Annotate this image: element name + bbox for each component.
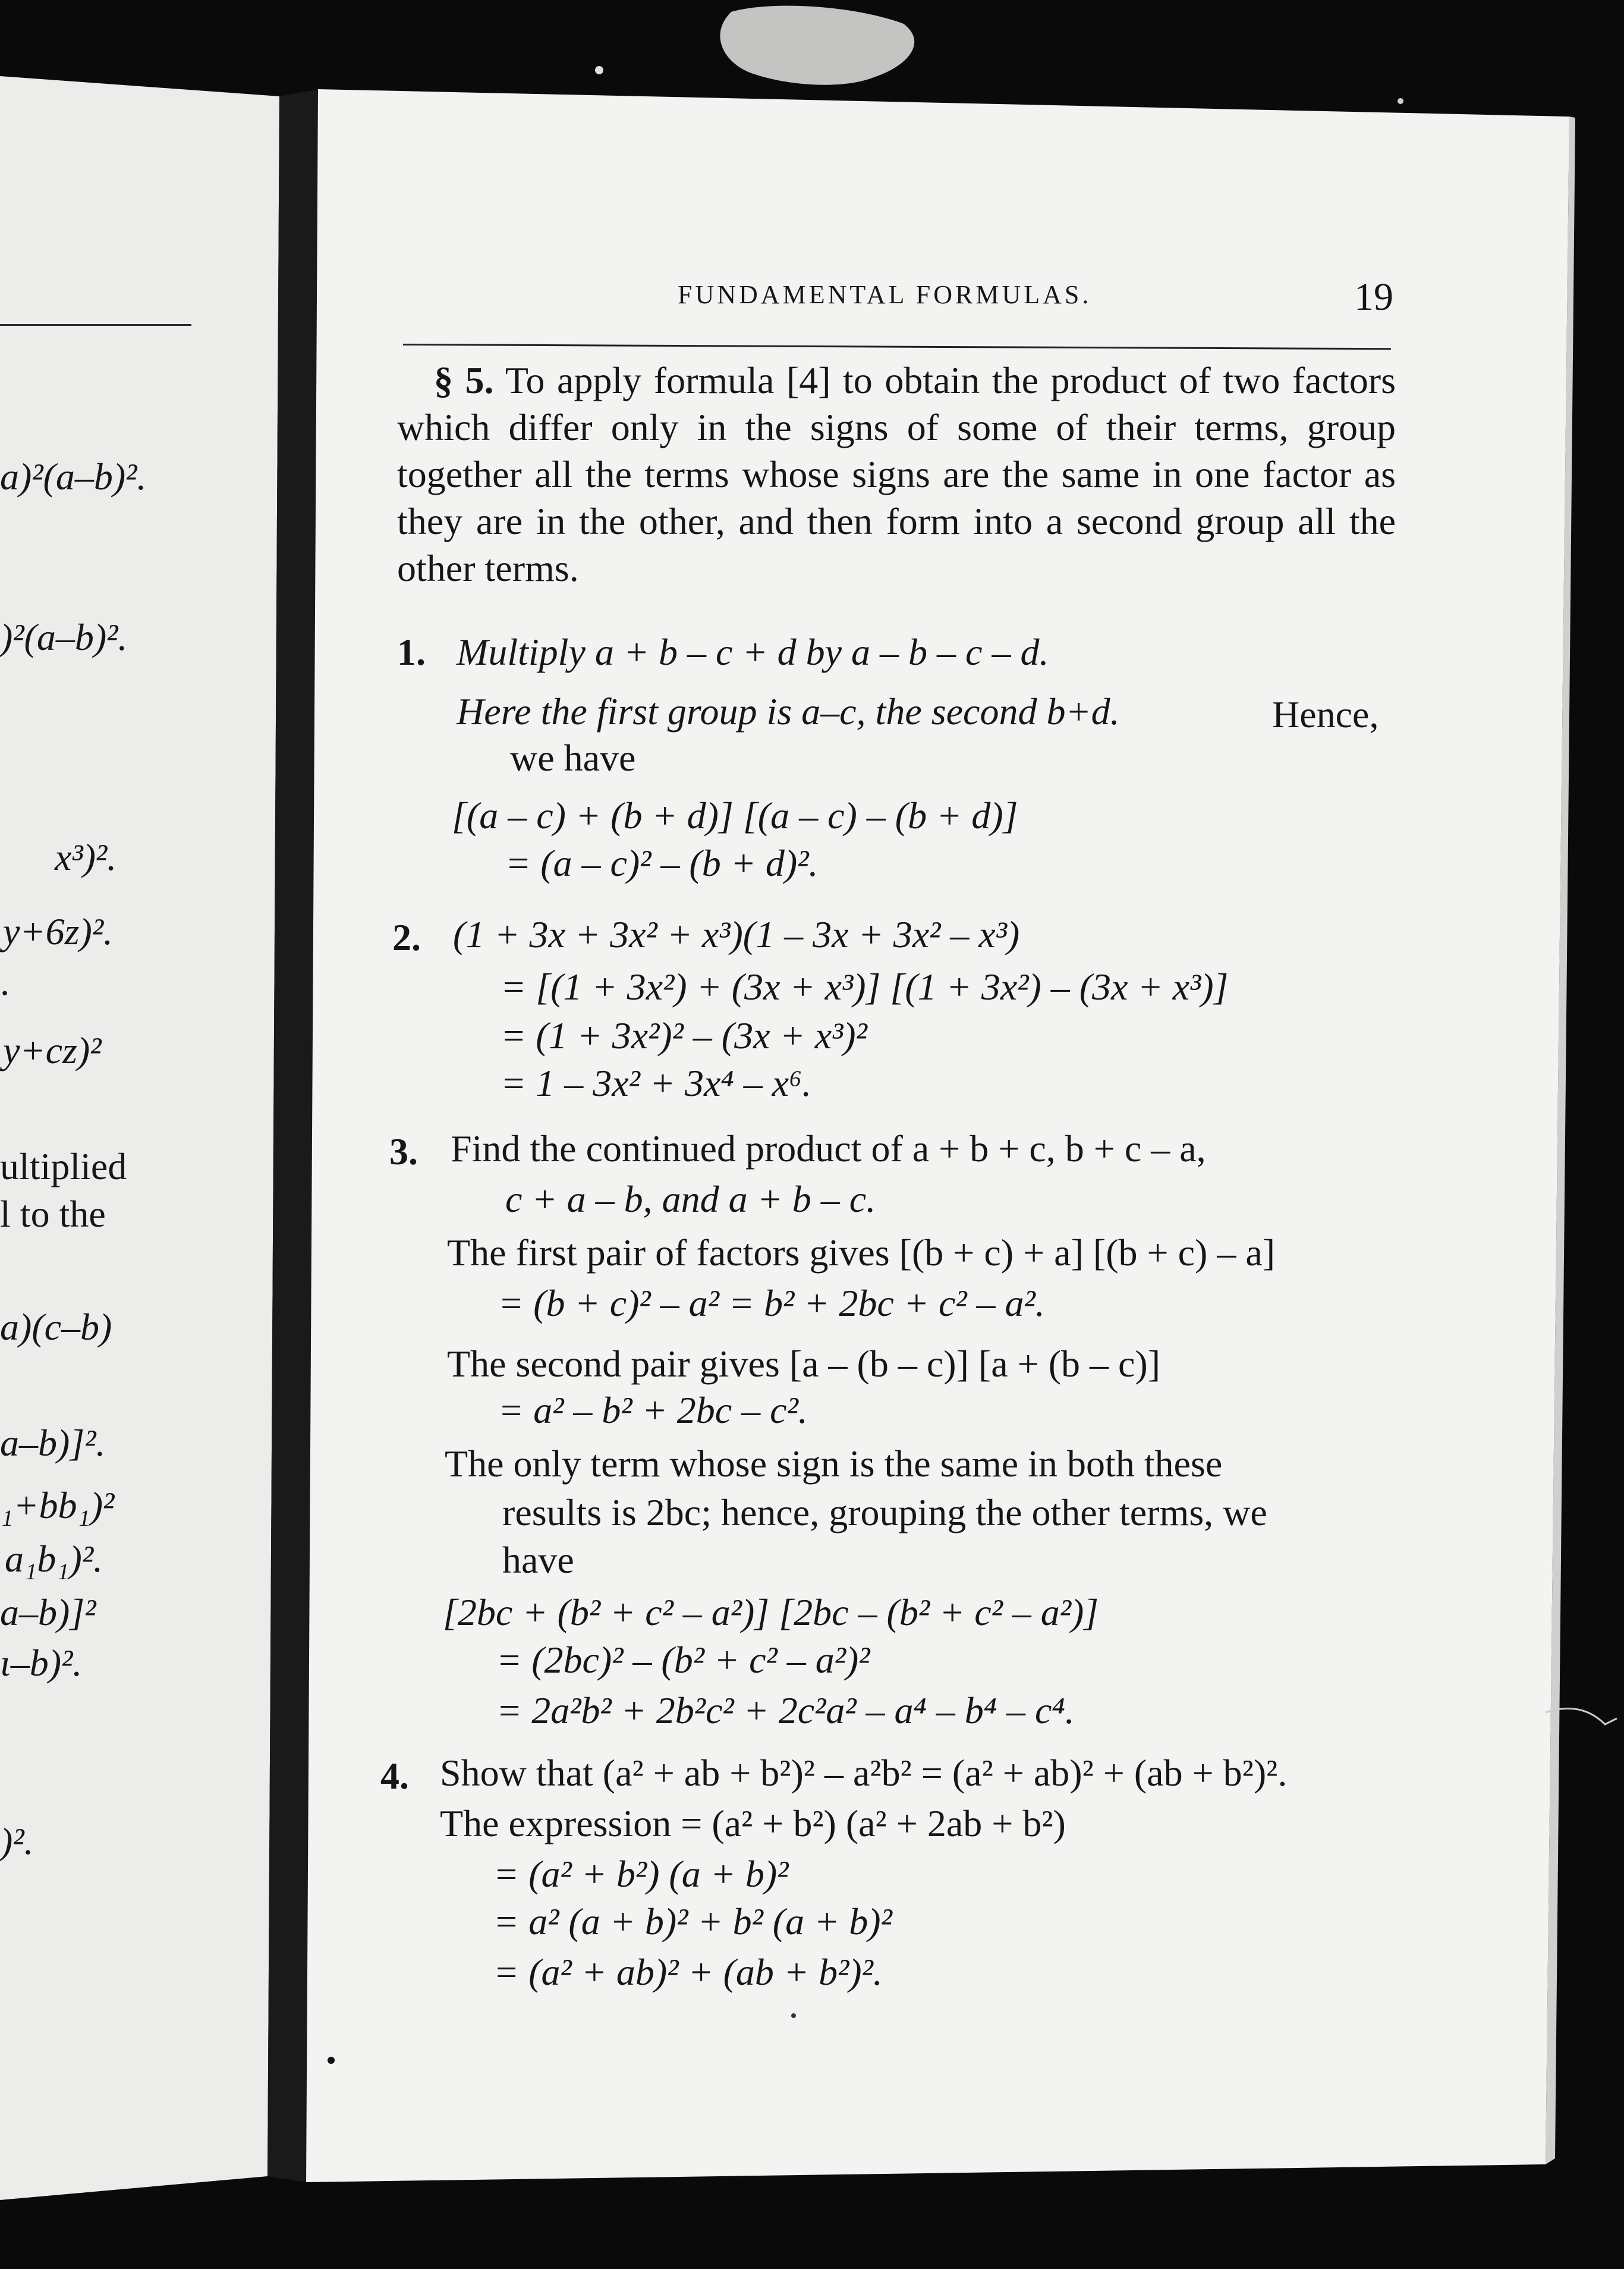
equation-line: = a² – b² + 2bc – c². (498, 1389, 808, 1431)
left-fragment: a)²(a–b)². (0, 455, 147, 498)
example-problem: Multiply a + b – c + d by a – b – c – d. (457, 631, 1049, 673)
example-explanation: Here the first group is a–c, the second b+d. (457, 690, 1120, 733)
page-number: 19 (1354, 275, 1393, 319)
left-fragment: y+cz)² (3, 1029, 102, 1071)
example-explanation-tail: Hence, (1272, 693, 1379, 736)
equation-line: = 1 – 3x² + 3x⁴ – x⁶. (501, 1062, 812, 1104)
example-step: The only term whose sign is the same in both these (445, 1443, 1223, 1485)
equation-line: [(a – c) + (b + d)] [(a – c) – (b + d)] (452, 794, 1018, 837)
left-fragment: x³)². (55, 836, 117, 878)
equation-line: = (b + c)² – a² = b² + 2bc + c² – a². (498, 1282, 1045, 1324)
section-mark: § 5. (434, 359, 494, 401)
example-step: have (502, 1539, 574, 1581)
section-text: To apply formula [4] to obtain the product of two factors which differ only in the signs of some of their terms, group together all the terms whose signs are the same in one factor as they are in the other, and then form into a second group all the other terms. (397, 359, 1396, 589)
left-fragment: a₁b₁)². (5, 1538, 103, 1580)
example-step: The second pair gives [a – (b – c)] [a + (b – c)] (447, 1343, 1161, 1385)
left-fragment: a–b)]². (0, 1422, 106, 1464)
equation-line: = (a² + ab)² + (ab + b²)². (493, 1951, 883, 1993)
left-fragment: ultiplied (0, 1145, 127, 1187)
section-paragraph (397, 357, 1396, 592)
example-number: 1. (397, 631, 426, 673)
example-number: 2. (392, 916, 421, 958)
equation-line: The expression = (a² + b²) (a² + 2ab + b²) (440, 1802, 1066, 1844)
example-explanation-2: we have (510, 737, 636, 779)
example-problem-2: c + a – b, and a + b – c. (505, 1178, 876, 1220)
left-fragment: a)(c–b) (0, 1306, 112, 1348)
example-number: 3. (389, 1130, 418, 1173)
header-rule (403, 344, 1391, 350)
left-fragment: . (0, 961, 10, 1003)
left-page-rule (0, 324, 191, 326)
equation-line: = (1 + 3x²)² – (3x + x³)² (501, 1014, 867, 1057)
left-fragment: a–b)]² (0, 1591, 96, 1633)
example-number: 4. (380, 1755, 409, 1797)
running-title: FUNDAMENTAL FORMULAS. (678, 280, 1092, 309)
left-fragment: ι–b)². (0, 1642, 83, 1684)
equation-line: = 2a²b² + 2b²c² + 2c²a² – a⁴ – b⁴ – c⁴. (496, 1689, 1075, 1731)
left-fragment: ₁+bb₁)² (0, 1484, 115, 1526)
example-step: results is 2bc; hence, grouping the other terms, we (502, 1491, 1267, 1533)
equation-line: = a² (a + b)² + b² (a + b)² (493, 1900, 892, 1943)
left-fragment: l to the (0, 1193, 106, 1235)
example-problem: Show that (a² + ab + b²)² – a²b² = (a² + ab)² + (ab + b²)². (440, 1752, 1288, 1794)
example-problem: Find the continued product of a + b + c, b + c – a, (451, 1127, 1206, 1170)
equation-line: [2bc + (b² + c² – a²)] [2bc – (b² + c² – a²)] (443, 1591, 1099, 1633)
example-step: The first pair of factors gives [(b + c) + a] [(b + c) – a] (447, 1231, 1276, 1274)
left-fragment: )². (0, 1820, 34, 1862)
equation-line: = (a² + b²) (a + b)² (493, 1853, 789, 1895)
equation-line: (1 + 3x + 3x² + x³)(1 – 3x + 3x² – x³) (453, 913, 1020, 956)
equation-line: = (a – c)² – (b + d)². (505, 842, 819, 884)
left-fragment: )²(a–b)². (0, 616, 128, 658)
equation-line: = (2bc)² – (b² + c² – a²)² (496, 1639, 870, 1681)
equation-line: = [(1 + 3x²) + (3x + x³)] [(1 + 3x²) – (3x + x³)] (501, 966, 1229, 1008)
left-fragment: y+6z)². (3, 910, 113, 953)
